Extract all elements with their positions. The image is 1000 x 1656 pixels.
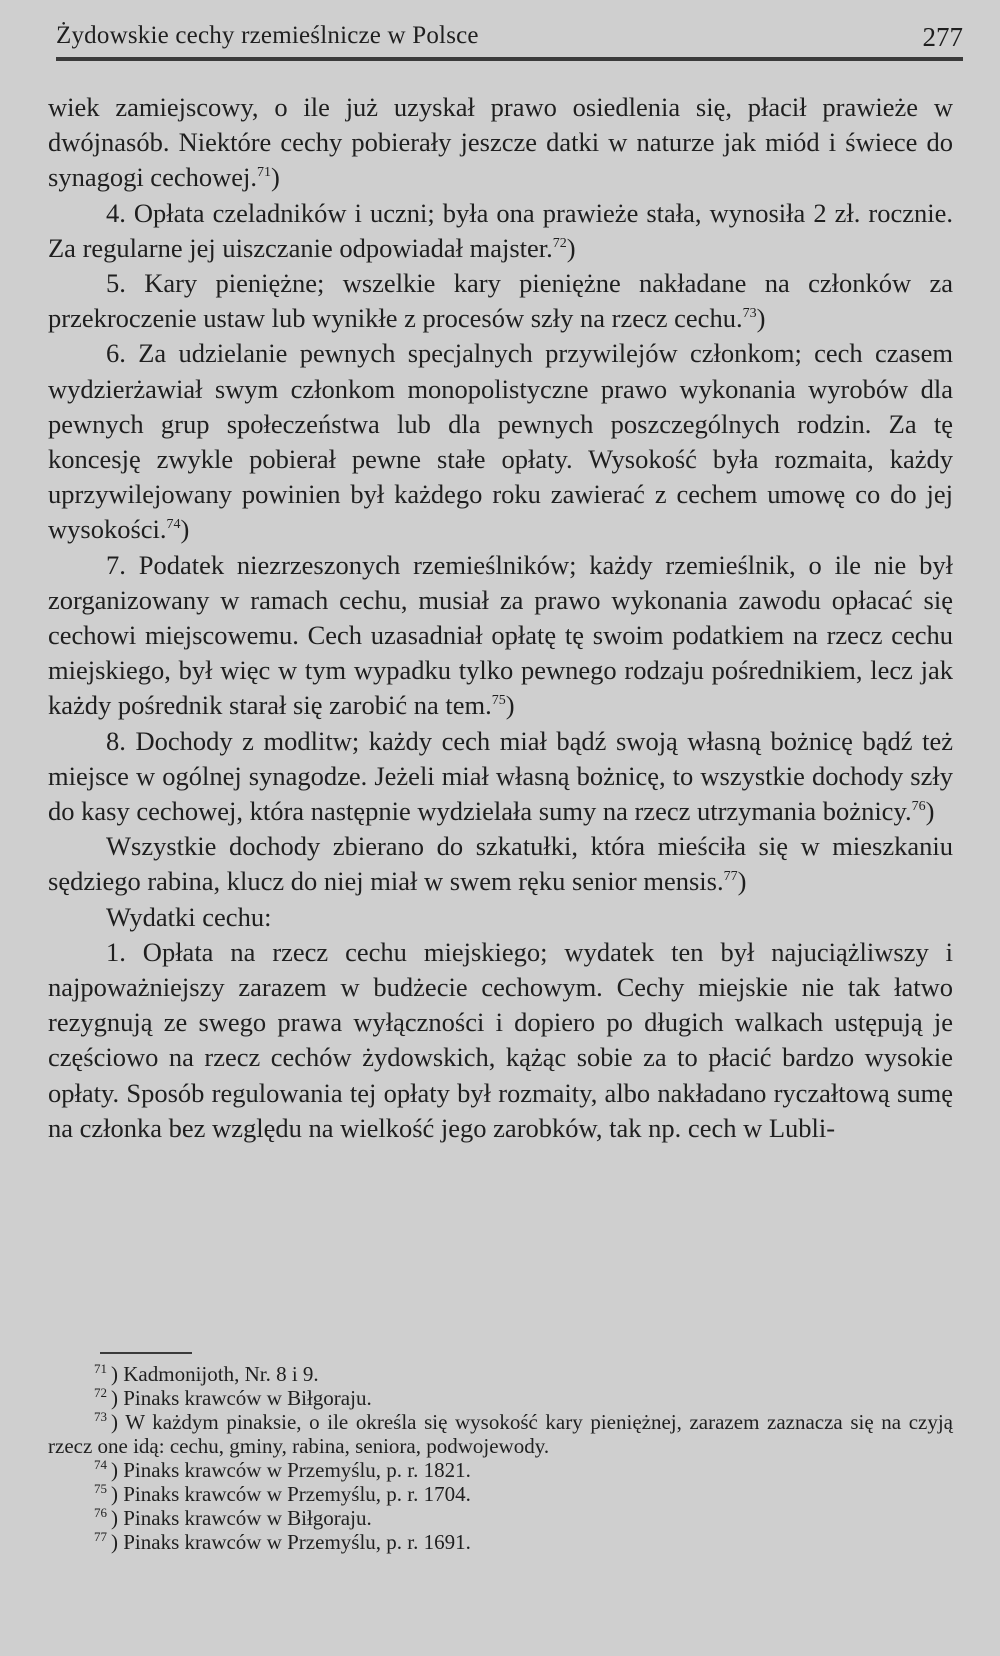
paragraph: 1. Opłata na rzecz cechu miejskiego; wydatek ten był najuciążliwszy i najpoważniejszy zarazem w budżecie cechowym. Cechy miejskie nie tak łatwo rezygnują ze swego prawa wyłączności i dopiero po długich walkach ustępują je częściowo na rzecz cechów żydowskich, kążąc sobie za to płacić bardzo wysokie opłaty. Sposób regulowania tej opłaty był rozmaity, albo nakładano ryczałtową sumę na członka bez względu na wielkość jego zarobków, tak np. cech w Lubli- bbox=[48, 936, 953, 1143]
paragraph: 6. Za udzielanie pewnych specjalnych przywilejów członkom; cech czasem wydzierżawiał swym członkom monopolistyczne prawo wykonania wyrobów dla pewnych grup społeczeństwa lub dla pewnych poszczególnych rodzin. Za tę koncesję zwykle pobierał pewne stałe opłaty. Wysokość była rozmaita, każdy uprzywilejowany powinien był każdego roku zawierać z cechem umowę co do jej wysokości.$^{74}$) bbox=[48, 338, 953, 545]
paragraph: 4. Opłata czeladników i uczni; była ona prawieże stała, wynosiła 2 zł. rocznie. Za regularne jej uiszczanie odpowiadał majster.$^{72}$) bbox=[48, 197, 953, 263]
paragraph: 5. Kary pieniężne; wszelkie kary pieniężne nakładane na członków za przekroczenie ustaw lub wynikłe z procesów szły na rzecz cechu.$^{73}$) bbox=[48, 268, 953, 334]
footnotes bbox=[48, 1362, 953, 1554]
paragraph: 7. Podatek niezrzeszonych rzemieślników; każdy rzemieślnik, o ile nie był zorganizowany w ramach cechu, musiał za prawo wykonania zawodu opłacać się cechowi miejscowemu. Cech uzasadniał opłatę tę swoim podatkiem na rzecz cechu miejskiego, był więc w tym wypadku tylko pewnego rodzaju pośrednikiem, lecz jak każdy pośrednik starał się zarobić na tem.$^{75}$) bbox=[48, 549, 953, 721]
footnote: $^{76}$ ) Pinaks krawców w Biłgoraju. bbox=[94, 1505, 372, 1530]
paragraph: Wszystkie dochody zbierano do szkatułki, która mieściła się w mieszkaniu sędziego rabina, klucz do niej miał w swem ręku senior mensis.$^{77}$) bbox=[48, 831, 953, 897]
page-header bbox=[56, 22, 963, 58]
header-rule bbox=[56, 57, 963, 61]
footnote: $^{71}$ ) Kadmonijoth, Nr. 8 i 9. bbox=[94, 1361, 319, 1386]
footnote: $^{73}$ ) W każdym pinaksie, o ile określa się wysokość kary pieniężnej, zarazem zaznacza się na czyją rzecz one idą: cechu, gminy, rabina, seniora, podwojewody. bbox=[48, 1409, 953, 1458]
running-title: Żydowskie cechy rzemieślnicze w Polsce bbox=[56, 22, 479, 49]
footnote-rule bbox=[100, 1352, 192, 1354]
footnote: $^{72}$ ) Pinaks krawców w Biłgoraju. bbox=[94, 1385, 372, 1410]
section-heading: Wydatki cechu: bbox=[106, 901, 272, 932]
footnote: $^{75}$ ) Pinaks krawców w Przemyślu, p. r. 1704. bbox=[94, 1481, 471, 1506]
paragraph: wiek zamiejscowy, o ile już uzyskał prawo osiedlenia się, płacił prawieże w dwójnasób. Niektóre cechy pobierały jeszcze datki w naturze jak miód i świece do synagogi cechowej.$^{71}$) bbox=[48, 92, 953, 193]
main-text bbox=[48, 90, 953, 1146]
page-number: 277 bbox=[922, 22, 963, 52]
footnote: $^{74}$ ) Pinaks krawców w Przemyślu, p. r. 1821. bbox=[94, 1457, 471, 1482]
footnote: $^{77}$ ) Pinaks krawców w Przemyślu, p. r. 1691. bbox=[94, 1529, 471, 1554]
paragraph: 8. Dochody z modlitw; każdy cech miał bądź swoją własną bożnicę bądź też miejsce w ogólnej synagodze. Jeżeli miał własną bożnicę, to wszystkie dochody szły do kasy cechowej, która następnie wydzielała sumy na rzecz utrzymania bożnicy.$^{76}$) bbox=[48, 725, 953, 827]
